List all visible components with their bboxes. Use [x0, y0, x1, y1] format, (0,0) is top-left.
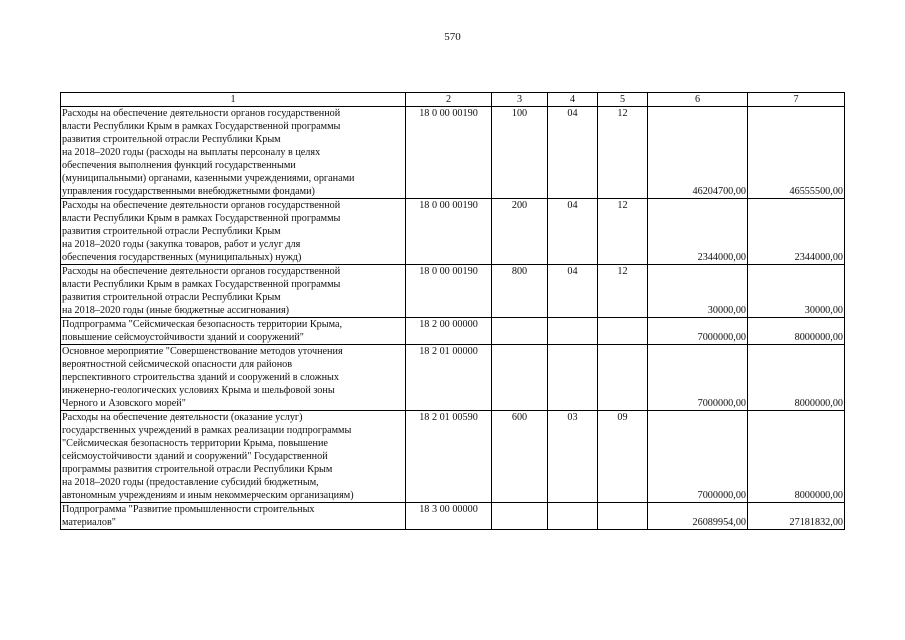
- row-description: [61, 318, 406, 345]
- description-line: на 2018–2020 годы (иные бюджетные ассигнования): [62, 305, 290, 316]
- description-line: обеспечения выполнения функций государственными: [62, 160, 296, 171]
- row-amount-2: 8000000,00: [748, 318, 845, 345]
- description-line: власти Республики Крым в рамках Государственной программы: [62, 279, 341, 290]
- description-line: на 2018–2020 годы (предоставление субсидий бюджетным,: [62, 477, 319, 488]
- header-col-sum-1: 6: [648, 93, 748, 107]
- description-line: Подпрограмма "Развитие промышленности строительных: [62, 504, 315, 515]
- row-target-code: 18 2 00 00000: [406, 318, 492, 345]
- row-expense-type: 100: [492, 107, 548, 199]
- row-amount-2: 8000000,00: [748, 411, 845, 503]
- row-amount-2: 30000,00: [748, 265, 845, 318]
- description-line: управления государственными внебюджетными фондами): [62, 186, 315, 197]
- description-line: обеспечения государственных (муниципальных) нужд): [62, 252, 302, 263]
- description-line: вероятностной сейсмической опасности для районов: [62, 359, 293, 370]
- row-target-code: 18 3 00 00000: [406, 503, 492, 530]
- budget-table: [60, 92, 845, 530]
- row-subsection: 12: [598, 199, 648, 265]
- row-description: [61, 503, 406, 530]
- row-description: [61, 345, 406, 411]
- description-line: повышение сейсмоустойчивости зданий и сооружений": [62, 332, 304, 343]
- row-amount-1: 30000,00: [648, 265, 748, 318]
- row-description: [61, 199, 406, 265]
- row-expense-type: [492, 318, 548, 345]
- row-section: 04: [548, 199, 598, 265]
- description-line: на 2018–2020 годы (закупка товаров, работ и услуг для: [62, 239, 301, 250]
- row-description: [61, 265, 406, 318]
- row-amount-2: 8000000,00: [748, 345, 845, 411]
- row-amount-1: 2344000,00: [648, 199, 748, 265]
- description-line: власти Республики Крым в рамках Государственной программы: [62, 213, 341, 224]
- row-description: [61, 411, 406, 503]
- page-number: 570: [444, 31, 461, 43]
- description-line: сейсмоустойчивости зданий и сооружений" Государственной: [62, 451, 328, 462]
- row-amount-2: 2344000,00: [748, 199, 845, 265]
- description-line: Основное мероприятие "Совершенствование методов уточнения: [62, 346, 343, 357]
- description-line: программы развития строительной отрасли Республики Крым: [62, 464, 333, 475]
- row-expense-type: 200: [492, 199, 548, 265]
- description-line: на 2018–2020 годы (расходы на выплаты персоналу в целях: [62, 147, 321, 158]
- header-col-rz: 4: [548, 93, 598, 107]
- row-target-code: 18 2 01 00000: [406, 345, 492, 411]
- row-section: [548, 345, 598, 411]
- table-row: [61, 107, 845, 199]
- header-col-code: 2: [406, 93, 492, 107]
- description-line: перспективного строительства зданий и сооружений в сложных: [62, 372, 339, 383]
- row-section: 04: [548, 265, 598, 318]
- description-line: Расходы на обеспечение деятельности органов государственной: [62, 108, 341, 119]
- table-header-row: [61, 93, 845, 107]
- description-line: автономным учреждениям и иным некоммерческим организациям): [62, 490, 354, 501]
- description-line: "Сейсмическая безопасность территории Крыма, повышение: [62, 438, 328, 449]
- row-target-code: 18 0 00 00190: [406, 265, 492, 318]
- row-amount-1: 7000000,00: [648, 345, 748, 411]
- header-col-name: 1: [61, 93, 406, 107]
- description-line: Подпрограмма "Сейсмическая безопасность территории Крыма,: [62, 319, 343, 330]
- row-amount-2: 46555500,00: [748, 107, 845, 199]
- description-line: инженерно-геологических условиях Крыма и шельфовой зоны: [62, 385, 335, 396]
- row-expense-type: 600: [492, 411, 548, 503]
- row-expense-type: [492, 345, 548, 411]
- row-subsection: [598, 318, 648, 345]
- header-col-vr: 3: [492, 93, 548, 107]
- header-col-pr: 5: [598, 93, 648, 107]
- row-target-code: 18 0 00 00190: [406, 107, 492, 199]
- row-target-code: 18 0 00 00190: [406, 199, 492, 265]
- table-row: [61, 345, 845, 411]
- description-line: развития строительной отрасли Республики Крым: [62, 134, 281, 145]
- row-amount-1: 46204700,00: [648, 107, 748, 199]
- row-section: [548, 318, 598, 345]
- description-line: (муниципальными) органами, казенными учреждениями, органами: [62, 173, 355, 184]
- row-subsection: 12: [598, 265, 648, 318]
- table-row: [61, 199, 845, 265]
- row-subsection: 12: [598, 107, 648, 199]
- table-row: [61, 265, 845, 318]
- description-line: власти Республики Крым в рамках Государственной программы: [62, 121, 341, 132]
- row-expense-type: [492, 503, 548, 530]
- row-amount-1: 26089954,00: [648, 503, 748, 530]
- header-col-sum-2: 7: [748, 93, 845, 107]
- description-line: материалов": [62, 517, 116, 528]
- row-amount-2: 27181832,00: [748, 503, 845, 530]
- row-target-code: 18 2 01 00590: [406, 411, 492, 503]
- row-section: 04: [548, 107, 598, 199]
- row-section: [548, 503, 598, 530]
- description-line: развития строительной отрасли Республики Крым: [62, 292, 281, 303]
- description-line: государственных учреждений в рамках реализации подпрограммы: [62, 425, 352, 436]
- description-line: Расходы на обеспечение деятельности (оказание услуг): [62, 412, 303, 423]
- row-expense-type: 800: [492, 265, 548, 318]
- description-line: Черного и Азовского морей": [62, 398, 186, 409]
- row-section: 03: [548, 411, 598, 503]
- row-subsection: [598, 503, 648, 530]
- description-line: Расходы на обеспечение деятельности органов государственной: [62, 266, 341, 277]
- row-description: [61, 107, 406, 199]
- table-row: [61, 411, 845, 503]
- row-subsection: 09: [598, 411, 648, 503]
- table-row: [61, 503, 845, 530]
- row-subsection: [598, 345, 648, 411]
- description-line: Расходы на обеспечение деятельности органов государственной: [62, 200, 341, 211]
- row-amount-1: 7000000,00: [648, 411, 748, 503]
- row-amount-1: 7000000,00: [648, 318, 748, 345]
- table-row: [61, 318, 845, 345]
- description-line: развития строительной отрасли Республики Крым: [62, 226, 281, 237]
